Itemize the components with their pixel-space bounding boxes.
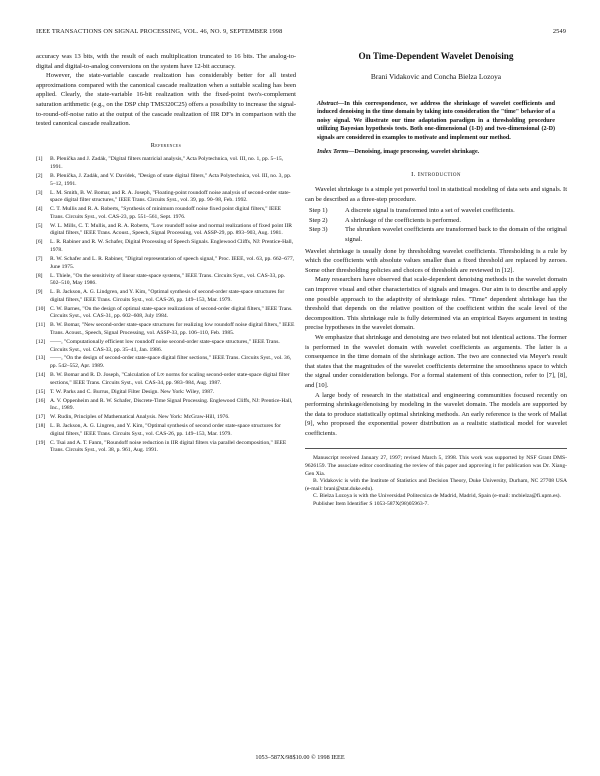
reference-item: [36, 372, 296, 387]
reference-item: [36, 256, 296, 271]
reference-text: C. Tsai and A. T. Fanm, "Roundoff noise reduction in IIR digital filters via parallel decomposition," IEEE Trans. Circuits Syst., vol. 38, p. 961, Aug. 1991.: [50, 439, 287, 454]
reference-item: [36, 355, 296, 370]
section-number: I.: [411, 171, 416, 179]
reference-item: [36, 322, 296, 337]
reference-number: [5]: [36, 222, 43, 229]
reference-number: [2]: [36, 172, 43, 179]
reference-text: L. R. Rabiner and R. W. Schafer, Digital Processing of Speech Signals. Englewood Cliffs, NJ: Prentice-Hall, 1978.: [50, 239, 294, 254]
reference-number: [17]: [36, 414, 46, 421]
reference-number: [13]: [36, 355, 46, 362]
reference-item: [36, 414, 296, 422]
reference-text: C. W. Barnes, "On the design of optimal state-space realizations of second-order digital filters," IEEE Trans. Circuits Syst., vol. CAS-31, pp. 602–608, July 1984.: [50, 305, 293, 320]
reference-item: [36, 206, 296, 221]
reference-item: [36, 156, 296, 171]
reference-number: [9]: [36, 289, 43, 296]
reference-text: C. T. Mullis and R. A. Roberts, "Synthesis of minimum roundoff noise fixed point digital filters," IEEE Trans. Circuits Syst., vol. CAS-23, pp. 551–561, Sept. 1976.: [50, 206, 282, 220]
reference-text: R. W. Schafer and L. R. Rabiner, "Digital representation of speech signal," Proc. IEEE, vol. 63, pp. 662–677, June 1975.: [50, 255, 295, 270]
abstract: [317, 100, 555, 142]
body-paragraph: accuracy was 13 bits, with the result of each multiplication truncated to 16 bits. The analog-to-digital and digital-to-analog conversions on the system have 12-bit accuracy.: [36, 53, 296, 70]
left-column: [36, 52, 296, 456]
step-item: [305, 206, 567, 216]
references-heading: References: [150, 141, 182, 149]
reference-number: [10]: [36, 305, 46, 312]
step-label: Step 2): [309, 216, 328, 224]
reference-number: [14]: [36, 372, 46, 379]
reference-text: B. Plenička and J. Zadák, "Digital filters matricial analysis," Acta Polytechnica, vol. III, no. 1, pp. 5–15, 1991.: [50, 156, 284, 171]
reference-item: [36, 398, 296, 413]
reference-number: [16]: [36, 397, 46, 404]
footnote: Publisher Item Identifier S 1053-587X(98)05963-7.: [313, 501, 429, 508]
reference-item: [36, 389, 296, 397]
section-heading: [305, 170, 567, 180]
reference-text: B. W. Bomar, "New second-order state-space structures for realizing low roundoff noise digital filters," IEEE Trans. Acoust., Speech, Signal Processing, vol. ASSP-33, pp. 106–110, Feb. 1985.: [50, 322, 295, 336]
paper-authors: Brani Vidakovic and Concha Bielza Lozoya: [370, 72, 502, 81]
body-paragraph: A large body of research in the statistical and engineering communities focused recently on performing shrinkage/denoising by modeling in the wavelet domain. The models are supported by the data to produce statistically optimal shrinking methods. An early reference is the work of Mallat [9], who proposed the exponential power distribution as a realistic statistical model for wavelet coefficients.: [305, 391, 567, 437]
reference-number: [8]: [36, 272, 43, 279]
reference-text: B. Plenička, J. Zadák, and V. Davídek, "Design of state digital filters," Acta Polytechnica, vol. III, no. 3, pp. 5–12, 1991.: [50, 172, 292, 187]
copyright-footer: 1053–587X/98$10.00 © 1998 IEEE: [255, 754, 345, 761]
reference-list: [36, 156, 296, 455]
step-list: [305, 206, 567, 244]
reference-item: [36, 289, 296, 304]
reference-number: [15]: [36, 388, 46, 395]
paper-title: On Time-Dependent Wavelet Denoising: [358, 51, 514, 61]
reference-number: [19]: [36, 439, 46, 446]
body-paragraph: Wavelet shrinkage is usually done by thresholding wavelet coefficients. Thresholding is a rule by which the coefficients with absolute values smaller than a fixed threshold are replaced by zeroes. Some other thresholding policies and choices of thresholds are reviewed in [12].: [305, 247, 567, 274]
reference-number: [3]: [36, 189, 43, 196]
step-item: [305, 216, 567, 226]
abstract-label: Abstract—: [317, 101, 345, 107]
index-terms-text: Denoising, image processing, wavelet shrinkage.: [354, 149, 480, 156]
index-terms-label: Index Terms—: [317, 149, 355, 156]
reference-text: W. Rudin, Principles of Mathematical Analysis. New York: McGraw-Hill, 1976.: [50, 414, 230, 421]
reference-text: B. W. Bomar and R. D. Joseph, "Calculation of L∞ norms for scaling second-order state-space digital filter sections," IEEE Trans. Circuits Syst., vol. CAS-34, pp. 983–984, Aug. 1987.: [50, 372, 290, 386]
reference-number: [11]: [36, 322, 46, 329]
footnote: C. Bielza Lozoya is with the Universidad Politecnica de Madrid, Madrid, Spain (e-mail: mcbielza@fi.upm.es).: [313, 493, 561, 500]
body-paragraph: Wavelet shrinkage is a simple yet powerful tool in statistical modeling of data sets and signals. It can be described as a three-step procedure.: [305, 186, 567, 203]
reference-text: W. L. Mills, C. T. Mullis, and R. A. Roberts, "Low roundoff noise and normal realizations of fixed point IIR digital filters," IEEE Trans. Acoust., Speech, Signal Processing, vol. ASSP-29, pp. 893–903, Aug. 1981.: [50, 222, 292, 237]
reference-number: [12]: [36, 338, 46, 345]
reference-item: [36, 273, 296, 288]
reference-item: [36, 423, 296, 438]
section-title: Introduction: [417, 171, 461, 179]
step-item: [305, 225, 567, 244]
body-paragraph: Many researchers have observed that scale-dependent denoising methods in the wavelet domain can improve visual and other characteristics of signals and images. Our aim is to describe and apply one possible approach to the adaptivity of shrinkage rules. "Time" dependent shrinkage has the threshold that depends on the relative position of the coefficient within the scale level of the decomposition. This shrinkage rule is fully determined via an empirical Bayes argument in testing precise hypotheses in the wavelet domain.: [305, 276, 567, 332]
reference-item: [36, 339, 296, 354]
reference-number: [18]: [36, 423, 46, 430]
reference-text: L. M. Smith, B. W. Bomar, and R. A. Joseph, "Floating-point roundoff noise analysis of second-order state-space digital filter structures," IEEE Trans. Circuits Syst., vol. 39, pp. 90–98, Feb. 1992.: [50, 189, 291, 204]
body-paragraph: We emphasize that shrinkage and denoising are two related but not identical actions. The former is performed in the wavelet domain with wavelet coefficients as arguments. The latter is a consequence in the time domain of the shrinkage action. The two are connected via Meyer's result that states that the magnitudes of the wavelet coefficients determine the smoothness space to which the signal under consideration belongs. For a formal statement of this connection, refer to [7], [8], and [10].: [305, 333, 567, 389]
abstract-text: In this correspondence, we address the shrinkage of wavelet coefficients and induced denoising in the time domain by taking into consideration the "time" behavior of a noisy signal. We illustrate our time adaptation paradigm in a thresholding procedure utilizing Bayesian hypothesis tests. Both one-dimensional (1-D) and two-dimensional (2-D) signals are considered in examples to motivate and implement our method.: [317, 101, 555, 141]
reference-item: [36, 223, 296, 238]
footnote: B. Vidakovic is with the Institute of Statistics and Decision Theory, Duke University, Durham, NC 27708 USA (e-mail: brani@stat.duke.edu).: [305, 478, 567, 492]
reference-text: A. V. Oppenheim and R. W. Schafer, Discrete-Time Signal Processing. Englewood Cliffs, NJ: Prentice-Hall, Inc., 1989.: [50, 397, 293, 412]
reference-item: [36, 173, 296, 188]
reference-text: L. B. Jackson, A. G. Lindgren, and Y. Kim, "Optimal synthesis of second-order state-space structures for digital filters," IEEE Trans. Circuits Syst., vol. CAS-26, pp. 149–153, Mar. 1979.: [50, 289, 285, 303]
reference-text: L. Thiele, "On the sensitivity of linear state-space systems," IEEE Trans. Circuits Syst., vol. CAS-33, pp. 502–510, May 1986.: [50, 272, 286, 287]
reference-number: [6]: [36, 239, 43, 246]
reference-item: [36, 440, 296, 455]
reference-number: [1]: [36, 156, 43, 163]
reference-number: [4]: [36, 206, 43, 213]
reference-number: [7]: [36, 255, 43, 262]
reference-text: ——, "Computationally efficient low roundoff noise second-order state-space structures," IEEE Trans. Circuits Syst., vol. CAS-33, pp. 35–41, Jan. 1986.: [50, 338, 280, 353]
reference-item: [36, 190, 296, 205]
journal-header: IEEE TRANSACTIONS ON SIGNAL PROCESSING, VOL. 46, NO. 9, SEPTEMBER 1998: [36, 28, 283, 35]
reference-text: ——, "On the design of second-order state-space digital filter sections," IEEE Trans. Circuits Syst., vol. 36, pp. 542–552, Apr. 1989.: [50, 355, 292, 370]
step-text: The shrunken wavelet coefficients are transformed back to the domain of the original signal.: [345, 226, 567, 243]
right-column: [305, 52, 567, 509]
footnote-block: [305, 448, 567, 508]
page-number: 2549: [552, 28, 566, 35]
step-text: A shrinkage of the coefficients is performed.: [345, 216, 461, 224]
step-label: Step 3): [309, 226, 328, 234]
step-label: Step 1): [309, 207, 328, 215]
reference-item: [36, 306, 296, 321]
running-header: [36, 28, 566, 38]
step-text: A discrete signal is transformed into a set of wavelet coefficients.: [345, 207, 515, 215]
body-paragraph: However, the state-variable cascade realization has considerably better for all tested approximations compared with the canonical cascade realization when a suitable scaling has been applied. Clearly, the state-variable 16-bit realization with the fixed-point two's-complement saturation arithmetic (e.g., on the DSP chip TMS320C25) offers a possibility to increase the signal-to-round-off-noise ratio at the output of the cascade realization of IIR DF's in comparison with the tested canonical cascade realization.: [36, 72, 296, 128]
reference-text: L. B. Jackson, A. G. Lingren, and Y. Kim, "Optimal synthesis of second order state-space structures for digital filters," IEEE Trans. Circuits Syst., vol. CAS-26, pp. 149–153, Mar. 1979.: [50, 423, 281, 437]
reference-item: [36, 239, 296, 254]
index-terms: [317, 148, 555, 156]
footnote: Manuscript received January 27, 1997; revised March 5, 1998. This work was supported by NSF Grant DMS-9626159. The associate editor coordinating the review of this paper and approving it for publication was Dr. Xiang-Gen Xia.: [305, 455, 567, 477]
reference-text: T. W. Parks and C. Burrus, Digital Filter Design. New York: Wiley, 1987.: [50, 388, 215, 395]
